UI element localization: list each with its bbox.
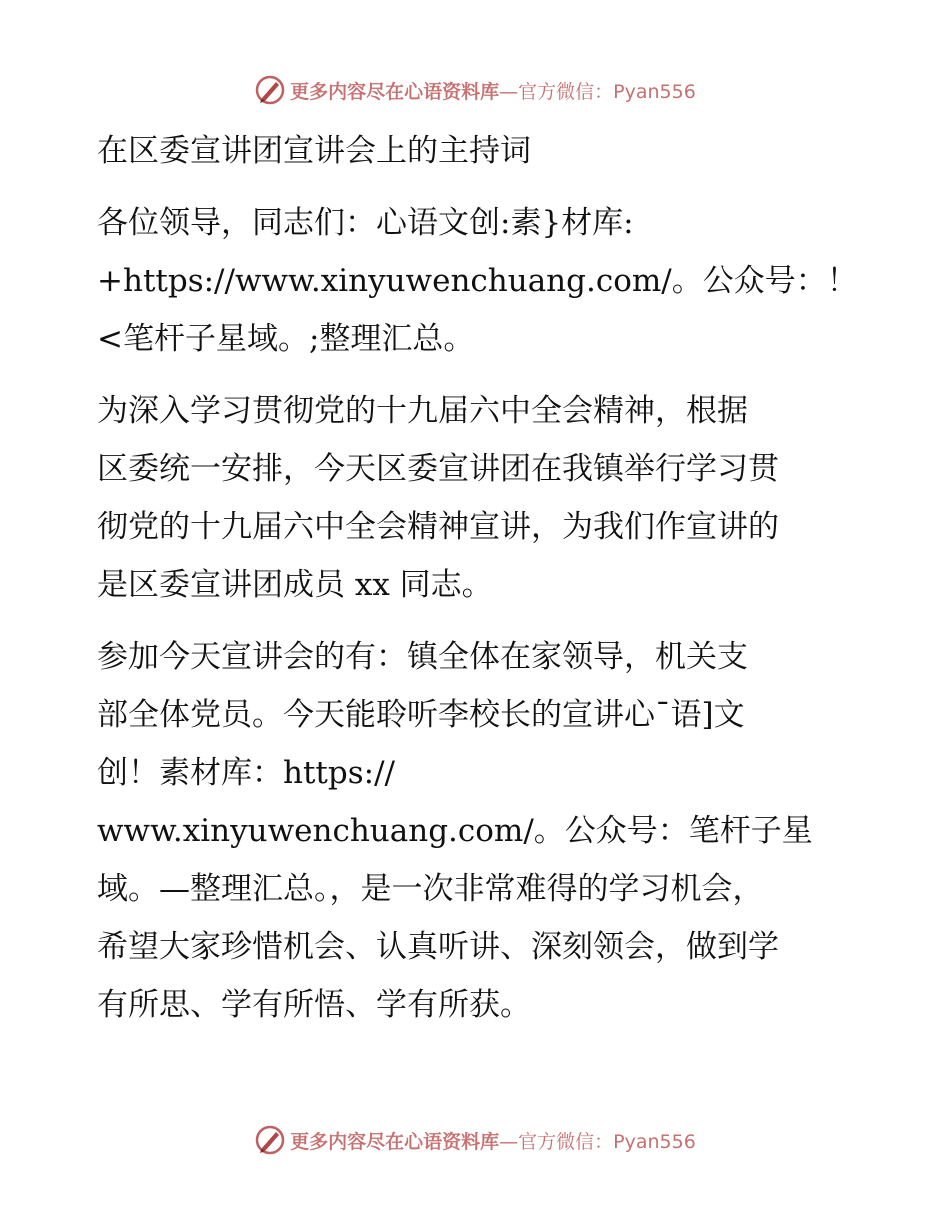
paragraph-attendees — [97, 628, 857, 1034]
paragraph-line: 希望大家珍惜机会、认真听讲、深刻领会，做到学 — [97, 929, 779, 965]
paragraph-line: 为深入学习贯彻党的十九届六中全会精神，根据 — [97, 393, 748, 429]
header-watermark — [0, 70, 950, 110]
paragraph-greeting — [97, 194, 857, 368]
paragraph-line: 区委统一安排，今天区委宣讲团在我镇举行学习贯 — [97, 451, 779, 487]
paragraph-line: <笔杆子星域。;整理汇总。 — [97, 321, 475, 357]
paragraph-line: 各位领导，同志们：心语文创:素}材库: — [97, 205, 634, 241]
paragraph-line: 域。—整理汇总。，是一次非常难得的学习机会， — [97, 871, 764, 907]
paragraph-line: www.xinyuwenchuang.com/。公众号：笔杆子星 — [97, 813, 813, 849]
footer-watermark — [0, 1120, 950, 1160]
paragraph-purpose — [97, 382, 857, 614]
paragraph-line: +https://www.xinyuwenchuang.com/。公众号：！ — [97, 263, 858, 299]
paragraph-line: 参加今天宣讲会的有：镇全体在家领导，机关支 — [97, 639, 748, 675]
paragraph-line: 有所思、学有所悟、学有所获。 — [97, 987, 531, 1023]
paragraph-line: 是区委宣讲团成员 xx 同志。 — [97, 567, 493, 603]
document-title: 在区委宣讲团宣讲会上的主持词 — [97, 133, 531, 169]
document-body — [97, 122, 857, 1034]
pen-logo-icon — [254, 1124, 286, 1156]
paragraph-line: 创！素材库：https:// — [97, 755, 395, 791]
footer-watermark-main: 更多内容尽在心语资料库 — [290, 1130, 500, 1153]
paragraph-line: 部全体党员。今天能聆听李校长的宣讲心¯语]文 — [97, 697, 745, 733]
header-watermark-sub: —官方微信：Pyan556 — [499, 80, 696, 103]
header-watermark-main: 更多内容尽在心语资料库 — [290, 80, 500, 103]
footer-watermark-sub: —官方微信：Pyan556 — [499, 1130, 696, 1153]
paragraph-line: 彻党的十九届六中全会精神宣讲，为我们作宣讲的 — [97, 509, 779, 545]
pen-logo-icon — [254, 74, 286, 106]
